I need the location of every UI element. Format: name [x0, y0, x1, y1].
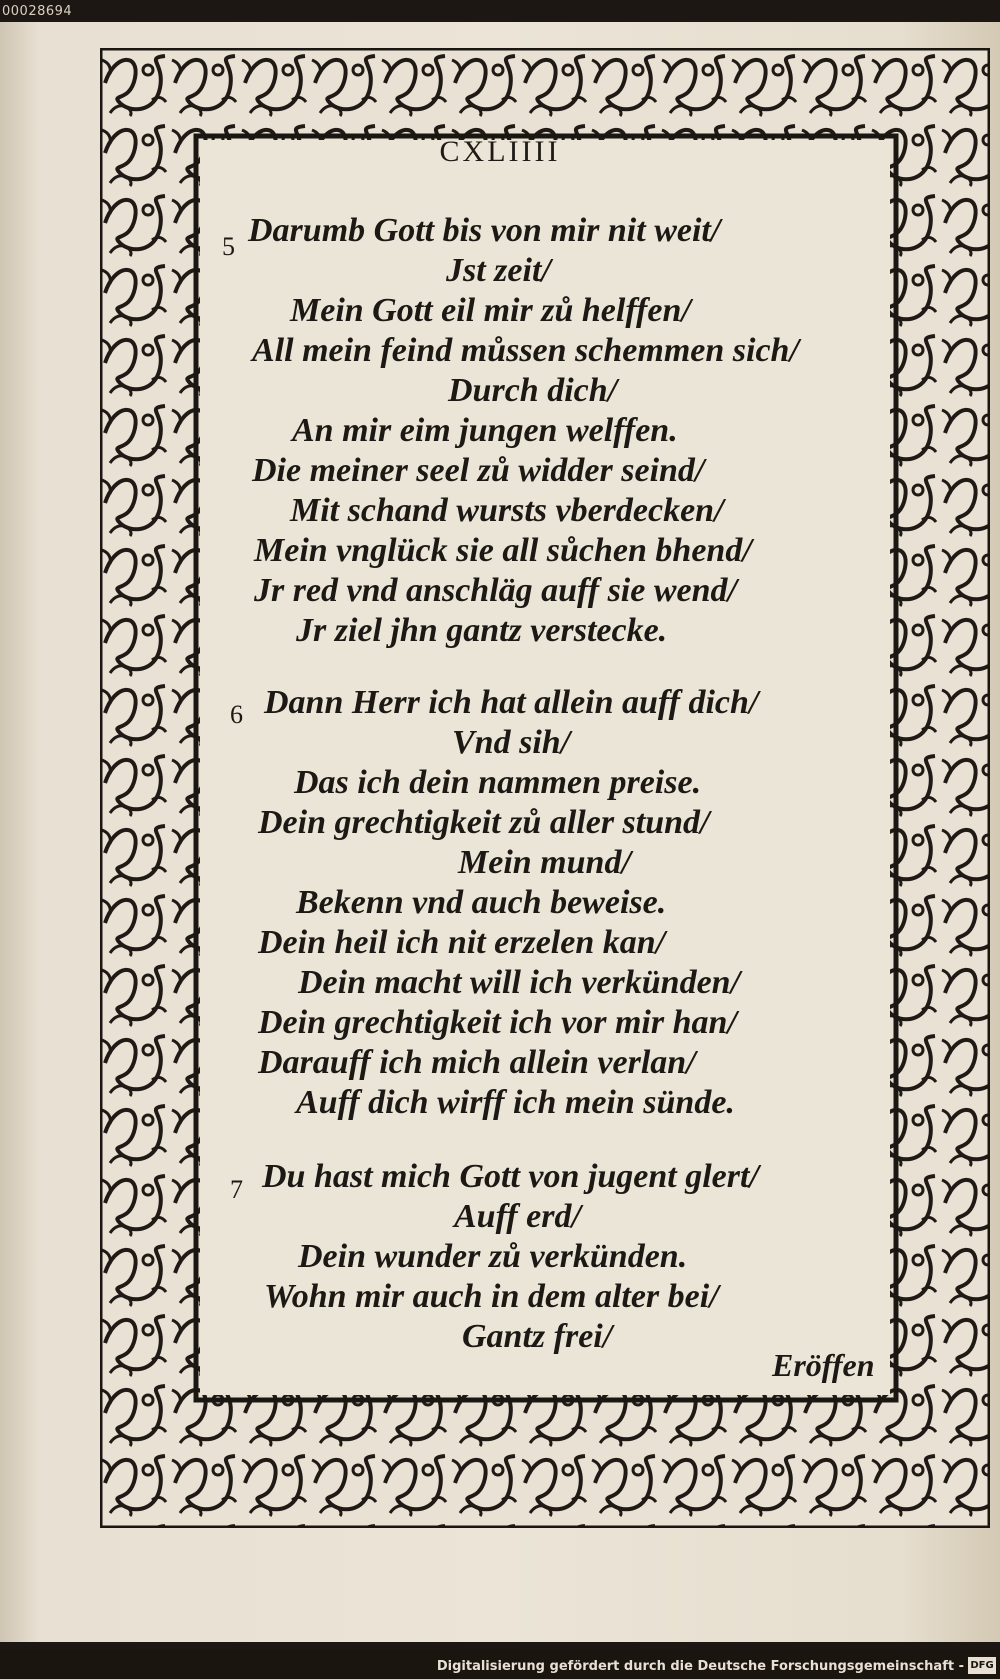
verse-line: Jr red vnd anschläg auff sie wend/: [254, 572, 737, 609]
verse-line: Darumb Gott bis von mir nit weit/: [248, 212, 721, 249]
verse-line: Jr ziel jhn gantz verstecke.: [296, 612, 668, 649]
verse-line: Jst zeit/: [446, 252, 551, 289]
catchword: Eröffen: [772, 1347, 875, 1383]
verse-line: Dann Herr ich hat allein auff dich/: [264, 684, 759, 721]
stanza-number: 6: [230, 700, 243, 729]
verse-line: An mir eim jungen welffen.: [292, 412, 678, 449]
verse-line: Dein heil ich nit erzelen kan/: [258, 924, 666, 961]
stanza-number: 5: [222, 232, 235, 261]
verse-line: Dein grechtigkeit ich vor mir han/: [258, 1004, 737, 1041]
verse-line: Wohn mir auch in dem alter bei/: [264, 1278, 719, 1315]
verse-line: Die meiner seel zů widder seind/: [252, 452, 705, 489]
verse-line: Dein grechtigkeit zů aller stund/: [258, 804, 710, 841]
verse-line: Mit schand wursts vberdecken/: [290, 492, 724, 529]
archive-id: 00028694: [2, 4, 73, 19]
verse-line: Mein vnglück sie all sůchen bhend/: [254, 532, 752, 569]
verse-line: Auff dich wirff ich mein sünde.: [296, 1084, 735, 1121]
verse-line: Mein mund/: [458, 844, 631, 881]
verse-line: Bekenn vnd auch beweise.: [296, 884, 667, 921]
verse-line: All mein feind můssen schemmen sich/: [252, 332, 799, 369]
verse-line: Du hast mich Gott von jugent glert/: [262, 1158, 759, 1195]
verse-line: Dein macht will ich verkünden/: [298, 964, 741, 1001]
folio-number: CXLIIII: [439, 135, 561, 168]
verse-line: Gantz frei/: [462, 1318, 613, 1355]
verse-line: Mein Gott eil mir zů helffen/: [290, 292, 691, 329]
verse-line: Dein wunder zů verkünden.: [298, 1238, 688, 1275]
verse-line: Durch dich/: [448, 372, 618, 409]
verse-line: Auff erd/: [454, 1198, 581, 1235]
stanza-number: 7: [230, 1175, 243, 1204]
verse-line: Das ich dein nammen preise.: [294, 764, 702, 801]
verse-line: Darauff ich mich allein verlan/: [258, 1044, 696, 1081]
funding-credit: Digitalisierung gefördert durch die Deutsche Forschungsgemeinschaft -: [436, 1659, 964, 1674]
dfg-logo: DFG: [968, 1657, 996, 1674]
verse-line: Vnd sih/: [452, 724, 571, 761]
